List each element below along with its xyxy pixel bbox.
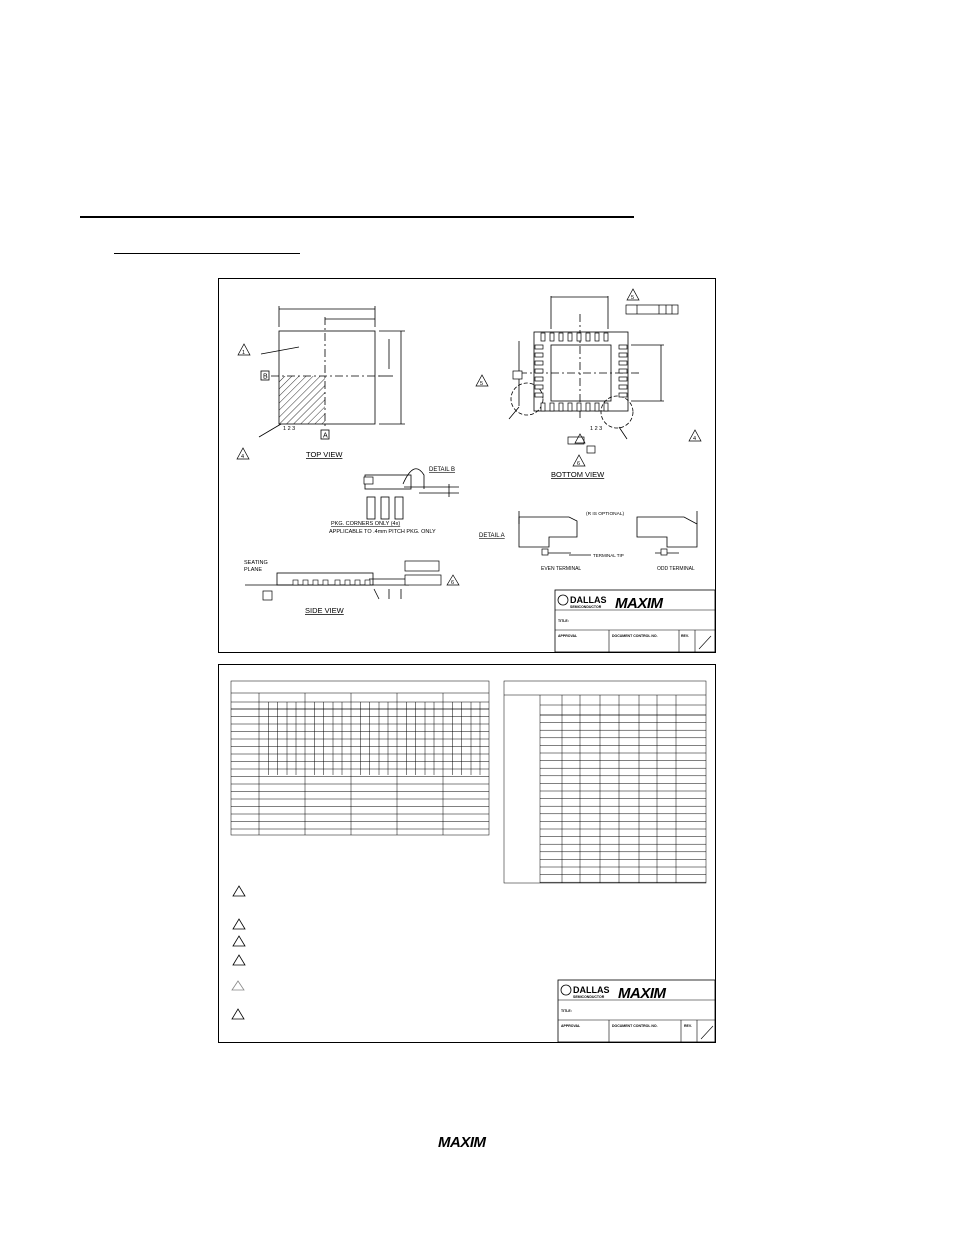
terminal-pad [619,361,627,365]
note-marker-5b: 5 [631,295,635,301]
package-drawing-sheet [218,278,716,653]
terminal-pad [619,377,627,381]
terminal-pad [619,385,627,389]
dimension-tables [219,665,715,1042]
terminal-pad [535,361,543,365]
pkg-corners-note: PKG. CORNERS ONLY (4x) [331,521,401,527]
note-marker-6: 6 [577,461,581,467]
note-marker-4: 4 [241,454,245,460]
header-rule [80,216,634,218]
top-view-label: TOP VIEW [306,450,343,459]
rev-label-2: REV. [684,1024,692,1028]
dimension-tables-sheet [218,664,716,1043]
terminal-pad [550,403,554,411]
terminal-pad [586,333,590,341]
terminal-pad [595,403,599,411]
terminal-pad [577,333,581,341]
left-table [231,681,489,835]
terminal-pad [568,333,572,341]
svg-text:MAXIM: MAXIM [438,1134,486,1150]
terminal-pad [541,403,545,411]
datum-a-label: A [323,432,328,440]
maxim-logo-2: MAXIM [618,985,666,1002]
r-optional-note: (R IS OPTIONAL) [586,512,625,517]
even-terminal-label: EVEN TERMINAL [541,566,582,572]
terminal-pad [619,353,627,357]
detail-b-label: DETAIL B [429,467,456,473]
terminal-pad [550,333,554,341]
terminal-pad [535,385,543,389]
maxim-logo-1: MAXIM [615,595,663,612]
title-label-2: TITLE: [561,1009,572,1013]
rev-label-1: REV. [681,634,689,638]
note-marker-5: 5 [480,381,484,387]
applicable-note: APPLICABLE TO .4mm PITCH PKG. ONLY [329,529,436,535]
terminal-pad [559,333,563,341]
terminal-pad [535,345,543,349]
terminal-pad [619,393,627,397]
terminal-pad [577,403,581,411]
terminal-pad [535,377,543,381]
note-markers [237,289,701,585]
detail-a-label: DETAIL A [479,533,505,539]
approval-label-2: APPROVAL [561,1024,581,1028]
terminal-pad [595,333,599,341]
side-leads [293,580,370,585]
terminal-pad [535,369,543,373]
top-view [259,306,405,437]
seating-plane-label: SEATING PLANE [244,560,268,573]
terminal-pad [619,345,627,349]
terminal-pad [604,333,608,341]
side-view-label: SIDE VIEW [305,606,344,615]
footer-maxim-logo [438,1134,498,1150]
package-drawing [219,279,715,652]
pin-numbers-bottom: 1 2 3 [590,426,603,432]
bottom-view [509,296,664,439]
dallas-logo-2: DALLAS [573,985,610,995]
terminal-pad [619,369,627,373]
dallas-logo-1: DALLAS [570,595,607,605]
note-marker-4b: 4 [693,436,697,442]
subheader-rule [114,253,300,254]
terminal-pad [541,333,545,341]
semiconductor-label-1: SEMICONDUCTOR [570,605,602,609]
doc-control-label-1: DOCUMENT CONTROL NO. [612,634,658,638]
semiconductor-label-2: SEMICONDUCTOR [573,995,605,999]
title-block-2 [558,980,715,1042]
notes-markers [232,886,245,1019]
detail-a [519,511,697,555]
title-label-1: TITLE: [558,619,569,623]
bottom-view-label: BOTTOM VIEW [551,470,605,479]
pin-numbers: 1 2 3 [283,426,296,432]
right-table [504,681,706,883]
terminal-pad [559,403,563,411]
odd-terminal-label: ODD TERMINAL [657,566,695,572]
terminal-pad [535,393,543,397]
approval-label-1: APPROVAL [558,634,578,638]
doc-control-label-2: DOCUMENT CONTROL NO. [612,1024,658,1028]
title-block-1 [555,590,715,652]
terminal-tip-label: TERMINAL TIP [593,553,624,558]
terminal-pad [568,403,572,411]
detail-b [365,469,459,519]
note-marker-1: 1 [242,350,246,356]
terminal-pad [604,403,608,411]
datum-b-label: B [263,373,268,381]
terminal-pad [535,353,543,357]
terminal-pad [586,403,590,411]
note-marker-6b: 6 [451,580,455,586]
